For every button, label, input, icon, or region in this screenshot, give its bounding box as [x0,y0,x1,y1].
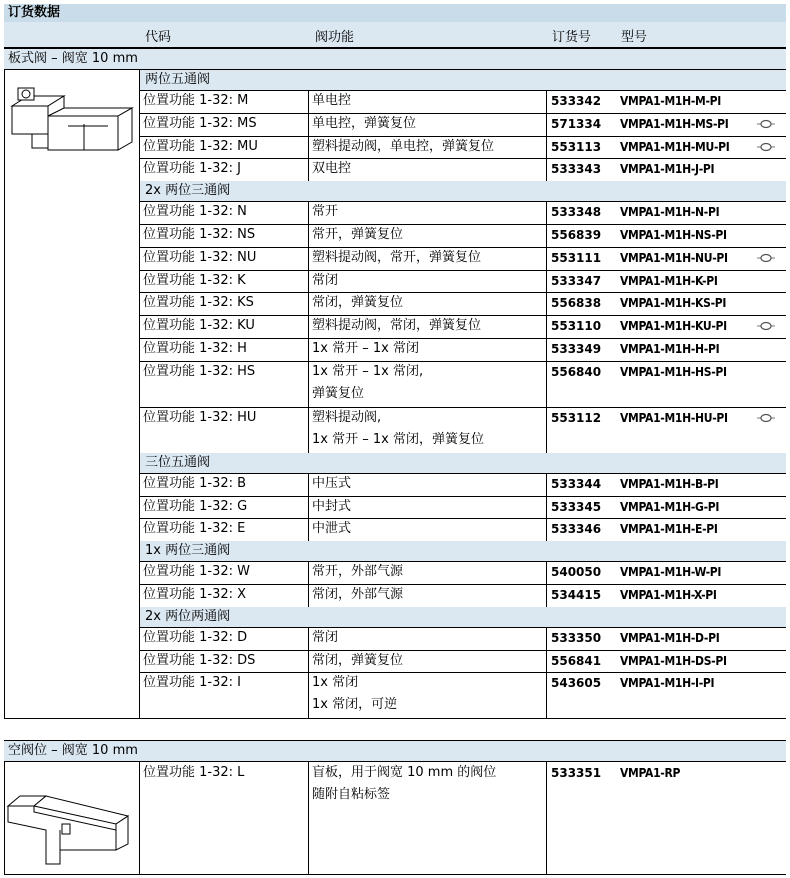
position-code: 位置功能 1-32: I [143,675,241,691]
order-number: 553112 [551,410,602,425]
column-divider [308,113,309,136]
column-divider [308,224,309,247]
order-number: 533351 [551,766,602,781]
valve-function: 1x 常开 – 1x 常闭，弹簧复位 [312,431,484,447]
row-divider [4,874,786,875]
position-code: 位置功能 1-32: HU [143,409,257,425]
type-code: VMPA1-M1H-G-PI [620,499,720,514]
type-code: VMPA1-M1H-NS-PI [620,228,727,242]
valve-function: 1x 常闭，可逆 [312,697,398,713]
position-code: 位置功能 1-32: H [143,341,247,356]
column-divider [546,292,547,315]
order-number: 556840 [551,364,602,379]
column-divider [308,361,309,407]
valve-function: 中封式 [312,498,352,514]
row-divider [4,718,786,719]
type-code: VMPA1-M1H-J-PI [620,162,715,177]
valve-function: 常闭，外部气源 [312,587,404,602]
type-code: VMPA1-M1H-X-PI [620,588,717,602]
valve-function: 常开，弹簧复位 [312,227,404,242]
position-code: 位置功能 1-32: X [143,587,247,602]
valve-function: 1x 常闭 [312,675,359,691]
header-code: 代码 [145,30,172,45]
column-divider [546,627,547,650]
column-divider [546,158,547,181]
position-code: 位置功能 1-32: M [143,93,249,108]
column-divider [546,561,547,584]
column-divider [546,201,547,224]
header-order-no: 订货号 [552,30,592,45]
position-code: 位置功能 1-32: N [143,204,247,220]
type-code: VMPA1-M1H-HS-PI [620,364,727,379]
column-divider [308,496,309,519]
type-code: VMPA1-M1H-I-PI [620,676,715,691]
column-divider [139,762,140,874]
column-divider [546,224,547,247]
column-divider [546,584,547,607]
order-number: 533344 [551,476,602,491]
position-code: 位置功能 1-32: NS [143,227,256,242]
order-number: 533345 [551,499,602,514]
column-divider [546,672,547,718]
valve-function: 单电控，弹簧复位 [312,115,417,131]
column-divider [546,650,547,673]
type-code: VMPA1-M1H-E-PI [620,522,718,537]
type-code: VMPA1-M1H-NU-PI [620,250,728,265]
valve-function: 1x 常开 – 1x 常闭 [312,341,419,356]
column-divider [546,762,547,874]
order-number: 533350 [551,630,602,645]
order-number: 533346 [551,522,602,537]
type-code: VMPA1-M1H-MS-PI [620,116,729,131]
position-code: 位置功能 1-32: W [143,564,251,580]
column-divider [546,247,547,270]
column-divider [546,136,547,159]
order-number: 553113 [551,139,602,154]
column-divider [308,201,309,224]
column-divider [308,90,309,113]
plastic-poppet-icon [757,253,775,263]
type-code: VMPA1-M1H-B-PI [620,476,719,491]
order-number: 533347 [551,273,602,288]
section-label: 空阀位 – 阀宽 10 mm [4,740,786,762]
column-divider [308,762,309,874]
valve-function: 1x 常开 – 1x 常闭, [312,363,424,379]
type-code: VMPA1-M1H-H-PI [620,342,720,356]
type-code: VMPA1-RP [620,766,681,781]
valve-function: 弹簧复位 [312,385,365,401]
column-divider [546,407,547,453]
valve-function: 盲板，用于阀宽 10 mm 的阀位 [312,765,497,781]
table-header [4,22,786,48]
valve-function: 常开 [312,204,339,220]
type-code: VMPA1-M1H-N-PI [620,205,720,220]
column-divider [546,270,547,293]
column-divider [308,338,309,361]
position-code: 位置功能 1-32: D [143,629,248,645]
column-divider [308,158,309,181]
column-divider [308,672,309,718]
valve-function: 塑料提动阀, [312,409,382,425]
section-label: 板式阀 – 阀宽 10 mm [4,48,786,70]
position-code: 位置功能 1-32: MS [143,115,257,131]
valve-function: 双电控 [312,161,352,177]
valve-function: 常开，外部气源 [312,564,404,580]
type-code: VMPA1-M1H-MU-PI [620,139,730,154]
column-divider [546,338,547,361]
valve-function: 塑料提动阀，单电控，弹簧复位 [312,138,495,154]
column-divider [308,270,309,293]
group-label: 1x 两位三通阀 [139,541,786,561]
type-code: VMPA1-M1H-W-PI [620,565,722,580]
order-number: 534415 [551,588,602,602]
order-number: 543605 [551,676,602,691]
valve-function: 随附自粘标签 [312,787,391,803]
order-number: 553111 [551,250,602,265]
type-code: VMPA1-M1H-DS-PI [620,653,727,668]
column-divider [546,361,547,407]
group-label: 三位五通阀 [139,453,786,473]
valve-function: 常闭 [312,629,339,645]
column-divider [546,315,547,338]
header-type: 型号 [621,30,648,45]
valve-function: 单电控 [312,93,352,108]
column-divider [308,292,309,315]
column-divider [308,136,309,159]
column-divider [308,407,309,453]
order-number: 540050 [551,565,602,580]
plastic-poppet-icon [757,119,775,129]
position-code: 位置功能 1-32: DS [143,652,256,668]
column-divider [308,584,309,607]
order-number: 571334 [551,116,602,131]
valve-function: 中压式 [312,475,352,491]
column-divider [546,90,547,113]
type-code: VMPA1-M1H-KU-PI [620,319,727,334]
position-code: 位置功能 1-32: MU [143,138,258,154]
position-code: 位置功能 1-32: K [143,272,246,288]
plastic-poppet-icon [757,321,775,331]
order-number: 533343 [551,162,602,177]
order-number: 553110 [551,319,602,334]
type-code: VMPA1-M1H-M-PI [620,94,721,108]
position-code: 位置功能 1-32: HS [143,363,256,379]
type-code: VMPA1-M1H-HU-PI [620,410,728,425]
column-divider [546,113,547,136]
valve-function: 中泄式 [312,521,352,537]
column-divider [308,650,309,673]
column-divider [308,247,309,270]
page-title: 订货数据 [4,4,786,22]
position-code: 位置功能 1-32: E [143,521,246,537]
plastic-poppet-icon [757,413,775,423]
valve-function: 常闭，弹簧复位 [312,295,404,311]
column-divider [308,315,309,338]
column-divider [546,473,547,496]
group-label: 2x 两位三通阀 [139,181,786,201]
column-divider [308,627,309,650]
column-divider [308,473,309,496]
header-function: 阀功能 [315,30,355,45]
column-divider [308,518,309,541]
valve-function: 塑料提动阀，常闭，弹簧复位 [312,318,482,334]
position-code: 位置功能 1-32: NU [143,249,257,265]
valve-drawing [8,76,134,172]
group-label: 两位五通阀 [139,70,786,90]
type-code: VMPA1-M1H-KS-PI [620,296,727,311]
column-divider [4,762,5,874]
order-number: 533349 [551,342,602,356]
order-number: 556839 [551,228,602,242]
order-number: 556838 [551,296,602,311]
column-divider [139,70,140,718]
type-code: VMPA1-M1H-K-PI [620,273,718,288]
position-code: 位置功能 1-32: KU [143,318,255,334]
order-number: 533342 [551,94,602,108]
valve-function: 塑料提动阀，常开，弹簧复位 [312,249,482,265]
group-label: 2x 两位两通阀 [139,607,786,627]
valve-function: 常闭，弹簧复位 [312,652,404,668]
valve-function: 常闭 [312,272,339,288]
type-code: VMPA1-M1H-D-PI [620,630,720,645]
position-code: 位置功能 1-32: L [143,765,245,781]
column-divider [308,561,309,584]
column-divider [546,518,547,541]
position-code: 位置功能 1-32: KS [143,295,254,311]
blank-plate-drawing [6,790,134,870]
plastic-poppet-icon [757,142,775,152]
order-number: 533348 [551,205,602,220]
position-code: 位置功能 1-32: G [143,498,248,514]
column-divider [546,496,547,519]
position-code: 位置功能 1-32: B [143,475,247,491]
position-code: 位置功能 1-32: J [143,161,241,177]
column-divider [4,70,5,718]
order-number: 556841 [551,653,602,668]
